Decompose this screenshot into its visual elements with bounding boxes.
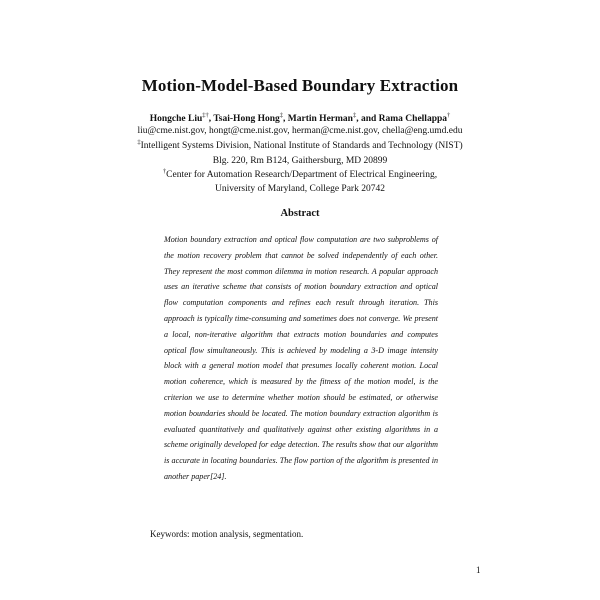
abstract-heading: Abstract	[280, 208, 320, 219]
affiliation-line: Intelligent Systems Division, National Institute of Standards and Technology (NIST)	[140, 141, 463, 151]
affiliation-umd	[0, 168, 600, 183]
affiliation-mark: †	[162, 168, 167, 175]
page-number: 1	[476, 565, 481, 575]
affiliation-nist-address: Blg. 220, Rm B124, Gaithersburg, MD 20899	[212, 156, 388, 166]
author-name: Martin Herman	[287, 114, 353, 124]
author-emails: liu@cme.nist.gov, hongt@cme.nist.gov, herman@cme.nist.gov, chella@eng.umd.edu	[137, 126, 463, 136]
author-separator: , and	[356, 114, 379, 124]
author-name: Tsai-Hong Hong	[213, 114, 280, 124]
author-list	[0, 114, 600, 124]
author-name: Rama Chellappa	[378, 114, 448, 124]
author-separator: ,	[208, 114, 214, 124]
author-affiliation-mark: ‡	[279, 112, 284, 119]
affiliation-mark: ‡	[137, 139, 141, 146]
author-name: Hongche Liu	[149, 114, 203, 124]
keywords: Keywords: motion analysis, segmentation.	[150, 529, 304, 539]
author-affiliation-mark: ‡	[352, 112, 357, 119]
author-affiliation-mark: †	[447, 112, 451, 119]
abstract-text: Motion boundary extraction and optical flow computation are two subproblems of the motion recovery problem that cannot be solved independently of each other. They represent the most common dilemma in motion research. A popular approach uses an iterative scheme that consists of motion boundary extraction and optical flow computation components and refines each result through iteration. This approach is typically time-consuming and sometimes does not converge. We present a local, non-iterative algorithm that extracts motion boundaries and computes optical flow simultaneously. This is achieved by modeling a 3-D image intensity block with a general motion model that presumes locally coherent motion. Local motion coherence, which is measured by the fitness of the motion model, is the criterion we use to determine whether motion should be estimated, or otherwise motion boundaries should be located. The motion boundary extraction algorithm is evaluated quantitatively and qualitatively against other existing algorithms in a scheme originally developed for edge detection. The results show that our algorithm is accurate in locating boundaries. The flow portion of the algorithm is presented in another paper[24].	[164, 235, 438, 481]
affiliation-umd-address: University of Maryland, College Park 20742	[215, 184, 385, 194]
paper-title: Motion-Model-Based Boundary Extraction	[141, 76, 459, 95]
affiliation-nist	[0, 139, 600, 154]
affiliation-line: Center for Automation Research/Department of Electrical Engineering,	[166, 170, 438, 180]
author-affiliation-mark: ‡†	[202, 112, 209, 119]
author-separator: ,	[283, 114, 288, 124]
